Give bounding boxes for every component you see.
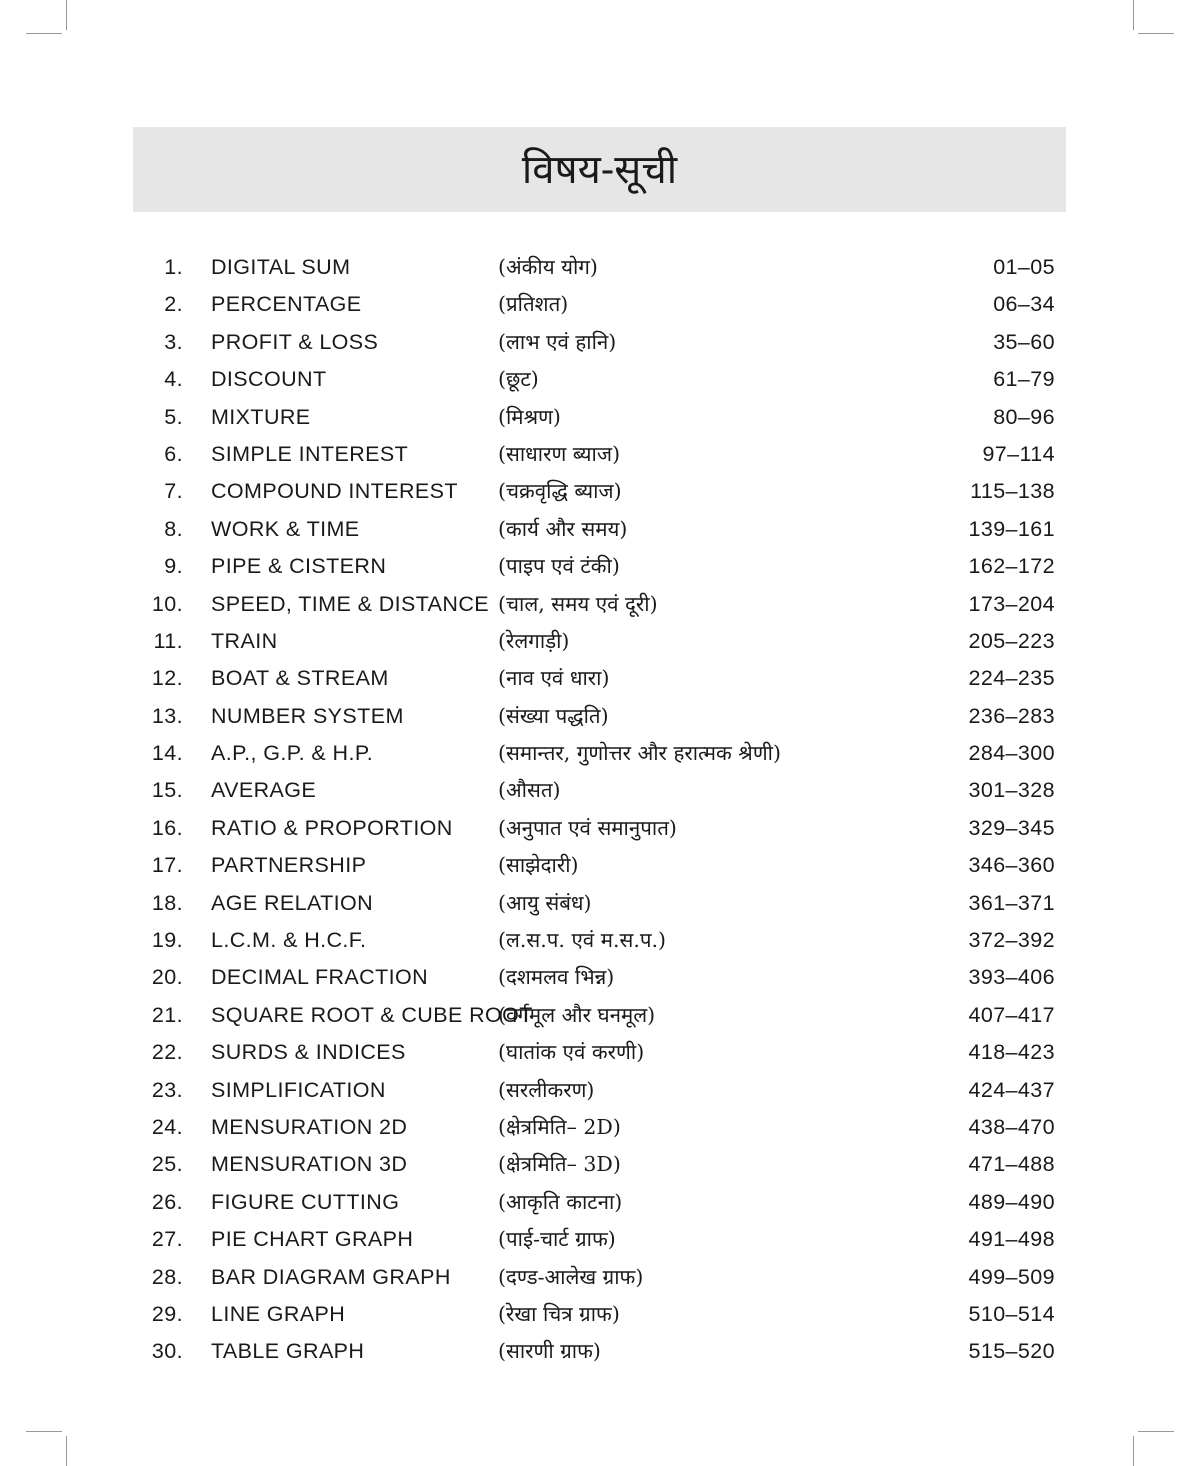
toc-entry: [0, 249, 1200, 286]
entry-page-range: 393–406: [968, 965, 1055, 990]
toc-entry: [0, 286, 1200, 323]
page-title: विषय-सूची: [521, 147, 678, 193]
entry-topic: BAR DIAGRAM GRAPH: [211, 1264, 451, 1289]
entry-topic: PIPE & CISTERN: [211, 554, 387, 579]
entry-topic: PERCENTAGE: [211, 292, 362, 317]
entry-topic: NUMBER SYSTEM: [211, 703, 404, 728]
entry-topic: TRAIN: [211, 628, 278, 653]
toc-entry: [0, 399, 1200, 436]
entry-number: 15.: [151, 778, 183, 803]
entry-page-range: 97–114: [982, 441, 1055, 466]
crop-mark: [66, 1436, 67, 1466]
entry-number: 24.: [151, 1114, 183, 1139]
entry-topic: AVERAGE: [211, 778, 317, 803]
crop-mark: [1138, 33, 1174, 34]
entry-topic: COMPOUND INTEREST: [211, 479, 458, 504]
entry-page-range: 224–235: [968, 666, 1055, 691]
toc-entry: [0, 1146, 1200, 1183]
entry-hindi-title: (अंकीय योग): [498, 255, 598, 279]
entry-number: 14.: [151, 741, 183, 766]
entry-topic: WORK & TIME: [211, 516, 360, 541]
entry-page-range: 346–360: [968, 853, 1055, 878]
entry-hindi-title: (संख्या पद्धति): [498, 703, 609, 728]
crop-mark: [1138, 1431, 1174, 1432]
toc-entry: [0, 324, 1200, 361]
entry-topic: TABLE GRAPH: [211, 1339, 365, 1364]
entry-page-range: 438–470: [968, 1114, 1055, 1139]
entry-page-range: 361–371: [968, 890, 1055, 915]
entry-topic: DISCOUNT: [211, 367, 327, 392]
toc-entry: [0, 997, 1200, 1034]
entry-number: 8.: [164, 516, 183, 541]
entry-hindi-title: (प्रतिशत): [498, 292, 569, 317]
entry-number: 30.: [151, 1339, 183, 1364]
entry-page-range: 301–328: [968, 778, 1055, 803]
entry-number: 2.: [164, 292, 183, 317]
entry-number: 9.: [164, 554, 183, 579]
entry-page-range: 424–437: [968, 1077, 1055, 1102]
entry-number: 28.: [151, 1264, 183, 1289]
entry-page-range: 418–423: [968, 1040, 1055, 1065]
entry-number: 11.: [153, 628, 183, 653]
entry-hindi-title: (दण्ड-आलेख ग्राफ): [498, 1264, 644, 1289]
entry-number: 20.: [151, 965, 183, 990]
entry-number: 21.: [151, 1002, 183, 1027]
toc-entry: [0, 810, 1200, 847]
toc-entry: [0, 847, 1200, 884]
entry-topic: FIGURE CUTTING: [211, 1189, 400, 1214]
entry-number: 26.: [151, 1189, 183, 1214]
entry-hindi-title: (आकृति काटना): [498, 1189, 623, 1214]
crop-mark: [1133, 1436, 1134, 1466]
entry-page-range: 499–509: [968, 1264, 1055, 1289]
entry-page-range: 489–490: [968, 1189, 1055, 1214]
entry-number: 29.: [151, 1301, 183, 1326]
toc-entry: [0, 1034, 1200, 1071]
entry-number: 13.: [151, 703, 183, 728]
entry-topic: BOAT & STREAM: [211, 666, 389, 691]
entry-hindi-title: (छूट): [498, 367, 539, 392]
crop-mark: [66, 0, 67, 30]
entry-hindi-title: (अनुपात एवं समानुपात): [498, 815, 677, 840]
entry-topic: SIMPLIFICATION: [211, 1077, 386, 1102]
title-band: [133, 127, 1066, 212]
entry-hindi-title: (चाल, समय एवं दूरी): [498, 591, 658, 616]
entry-hindi-title: (पाइप एवं टंकी): [498, 554, 620, 579]
entry-hindi-title: (कार्य और समय): [498, 516, 628, 541]
entry-hindi-title: (घातांक एवं करणी): [498, 1040, 645, 1065]
entry-topic: DECIMAL FRACTION: [211, 965, 429, 990]
toc-entry: [0, 922, 1200, 959]
entry-topic: L.C.M. & H.C.F.: [211, 928, 367, 953]
toc-entry: [0, 361, 1200, 398]
entry-topic: MIXTURE: [211, 404, 311, 429]
entry-topic: PARTNERSHIP: [211, 853, 367, 878]
entry-page-range: 06–34: [993, 292, 1055, 317]
toc-entry: [0, 473, 1200, 510]
entry-page-range: 329–345: [968, 815, 1055, 840]
entry-page-range: 173–204: [968, 591, 1055, 616]
entry-hindi-title: (दशमलव भिन्न): [498, 965, 615, 990]
toc-entry: [0, 698, 1200, 735]
entry-topic: MENSURATION 2D: [211, 1114, 408, 1139]
entry-page-range: 61–79: [993, 367, 1055, 392]
toc-entry: [0, 548, 1200, 585]
entry-page-range: 80–96: [993, 404, 1055, 429]
entry-page-range: 284–300: [968, 741, 1055, 766]
entry-number: 17.: [151, 853, 183, 878]
entry-hindi-title: (लाभ एवं हानि): [498, 329, 617, 354]
entry-page-range: 515–520: [968, 1339, 1055, 1364]
entry-topic: RATIO & PROPORTION: [211, 815, 453, 840]
entry-page-range: 407–417: [968, 1002, 1055, 1027]
toc-entry: [0, 1221, 1200, 1258]
crop-mark: [1133, 0, 1134, 30]
entry-page-range: 471–488: [968, 1152, 1055, 1177]
entry-topic: A.P., G.P. & H.P.: [211, 741, 374, 766]
entry-hindi-title: (क्षेत्रमिति– 3D): [498, 1152, 621, 1177]
entry-hindi-title: (सारणी ग्राफ): [498, 1339, 601, 1364]
entry-page-range: 205–223: [968, 628, 1055, 653]
entry-number: 6.: [164, 441, 183, 466]
entry-number: 18.: [151, 890, 183, 915]
entry-number: 16.: [151, 815, 183, 840]
entry-topic: SIMPLE INTEREST: [211, 441, 409, 466]
toc-entry: [0, 959, 1200, 996]
entry-page-range: 510–514: [968, 1301, 1055, 1326]
entry-hindi-title: (चक्रवृद्धि ब्याज): [498, 479, 622, 504]
entry-hindi-title: (ल.स.प. एवं म.स.प.): [498, 928, 667, 953]
entry-hindi-title: (सरलीकरण): [498, 1077, 595, 1102]
table-of-contents: [0, 249, 1200, 1371]
toc-entry: [0, 436, 1200, 473]
entry-page-range: 35–60: [993, 329, 1055, 354]
entry-page-range: 491–498: [968, 1227, 1055, 1252]
entry-hindi-title: (पाई-चार्ट ग्राफ): [498, 1227, 616, 1252]
entry-number: 1.: [164, 255, 183, 279]
entry-topic: SURDS & INDICES: [211, 1040, 406, 1065]
entry-topic: SPEED, TIME & DISTANCE: [211, 591, 490, 616]
entry-page-range: 236–283: [968, 703, 1055, 728]
entry-topic: SQUARE ROOT & CUBE ROOT: [211, 1002, 533, 1027]
entry-topic: MENSURATION 3D: [211, 1152, 408, 1177]
entry-number: 12.: [151, 666, 183, 691]
toc-entry: [0, 586, 1200, 623]
entry-page-range: 162–172: [968, 554, 1055, 579]
toc-entry: [0, 1184, 1200, 1221]
entry-topic: PROFIT & LOSS: [211, 329, 379, 354]
entry-hindi-title: (वर्गमूल और घनमूल): [498, 1002, 656, 1027]
toc-entry: [0, 623, 1200, 660]
toc-entry: [0, 772, 1200, 809]
entry-number: 3.: [164, 329, 183, 354]
toc-entry: [0, 1296, 1200, 1333]
toc-entry: [0, 885, 1200, 922]
entry-hindi-title: (साझेदारी): [498, 853, 579, 878]
entry-page-range: 01–05: [993, 255, 1055, 279]
crop-mark: [26, 33, 62, 34]
crop-mark: [26, 1431, 62, 1432]
entry-hindi-title: (औसत): [498, 778, 561, 803]
toc-entry: [0, 1259, 1200, 1296]
entry-number: 7.: [164, 479, 183, 504]
toc-entry: [0, 1072, 1200, 1109]
entry-topic: AGE RELATION: [211, 890, 374, 915]
toc-entry: [0, 660, 1200, 697]
entry-topic: DIGITAL SUM: [211, 255, 351, 279]
entry-hindi-title: (आयु संबंध): [498, 890, 592, 915]
entry-hindi-title: (मिश्रण): [498, 404, 561, 429]
entry-topic: PIE CHART GRAPH: [211, 1227, 414, 1252]
entry-number: 5.: [164, 404, 183, 429]
toc-entry: [0, 1333, 1200, 1370]
entry-hindi-title: (क्षेत्रमिति– 2D): [498, 1114, 621, 1139]
entry-number: 10.: [151, 591, 183, 616]
entry-number: 22.: [151, 1040, 183, 1065]
toc-entry: [0, 511, 1200, 548]
entry-number: 19.: [151, 928, 183, 953]
entry-hindi-title: (समान्तर, गुणोत्तर और हरात्मक श्रेणी): [498, 741, 781, 766]
entry-page-range: 372–392: [968, 928, 1055, 953]
entry-page-range: 115–138: [970, 479, 1055, 504]
entry-number: 23.: [151, 1077, 183, 1102]
entry-number: 4.: [164, 367, 183, 392]
entry-hindi-title: (रेखा चित्र ग्राफ): [498, 1301, 620, 1326]
entry-number: 25.: [151, 1152, 183, 1177]
entry-hindi-title: (साधारण ब्याज): [498, 441, 621, 466]
entry-hindi-title: (नाव एवं धारा): [498, 666, 610, 691]
toc-entry: [0, 735, 1200, 772]
toc-entry: [0, 1109, 1200, 1146]
entry-number: 27.: [151, 1227, 183, 1252]
entry-hindi-title: (रेलगाड़ी): [498, 628, 570, 653]
entry-topic: LINE GRAPH: [211, 1301, 346, 1326]
entry-page-range: 139–161: [968, 516, 1055, 541]
